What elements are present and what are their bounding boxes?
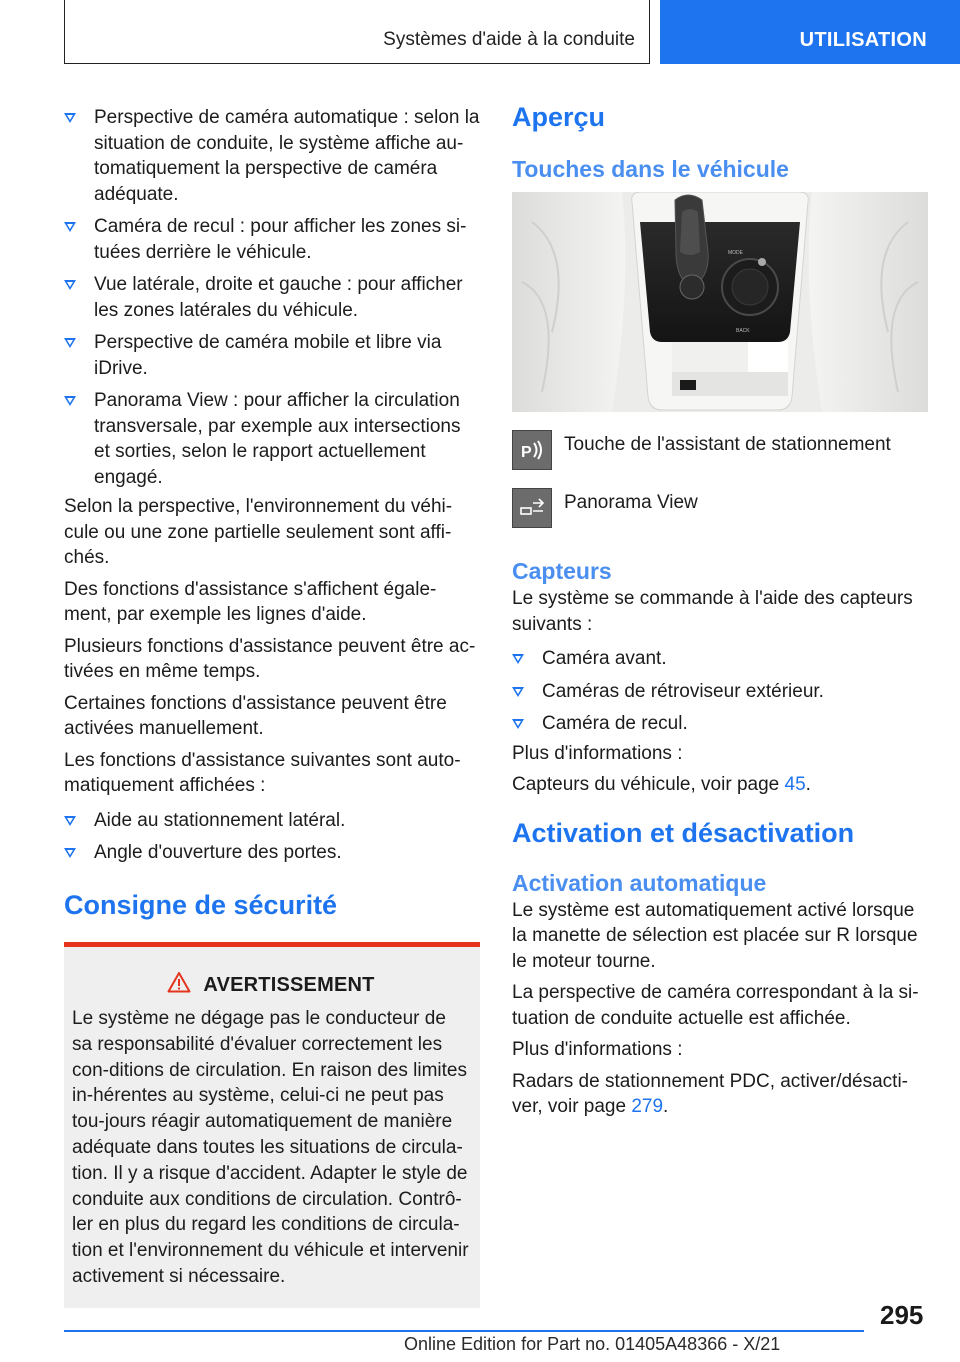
paragraph: Selon la perspective, l'environnement du véhi-cule ou une zone partielle seulement sont affi-chés. bbox=[64, 496, 453, 568]
list-item: Aide au stationnement latéral. bbox=[64, 808, 480, 834]
page-number: 295 bbox=[880, 1300, 924, 1330]
button-legend-row bbox=[512, 490, 928, 528]
running-header-section bbox=[64, 0, 650, 64]
warning-box bbox=[64, 942, 480, 1308]
page-link[interactable]: 45 bbox=[784, 774, 806, 795]
bullet-triangle-icon bbox=[512, 654, 524, 664]
mode-label: MODE bbox=[728, 250, 743, 256]
edition-note: Online Edition for Part no. 01405A48366 - X/21 bbox=[404, 1334, 781, 1354]
warning-text: Le système ne dégage pas le conducteur de sa responsabilité d'évaluer correctement les con-ditions de circulation. En raison des limites in-hérentes au système, celui-ci ne peut pas tou-jours réagir automatiquement de manière adéquate dans toutes les situations de circula-tion. Il y a risque d'accident. Adapter le style de conduite aux conditions de circulation. Contrô-ler en plus du regard les conditions de circula-tion et l'environnement du véhicule et intervenir activement si nécessaire. bbox=[72, 1008, 469, 1287]
back-label: BACK bbox=[736, 328, 750, 334]
right-column bbox=[512, 100, 928, 1126]
list-item: Perspective de caméra automatique : selon la situation de conduite, le système affiche au-tomatiquement la perspective de caméra adéquate. bbox=[64, 105, 480, 207]
paragraph: Plus d'informations : bbox=[512, 742, 683, 764]
left-column bbox=[64, 105, 480, 1308]
parking-assistant-button-label: Touche de l'assistant de stationnement bbox=[564, 434, 891, 455]
auto-activation-heading: Activation automatique bbox=[512, 869, 767, 896]
footer-divider bbox=[64, 1330, 864, 1332]
list-item: Caméra avant. bbox=[512, 646, 928, 672]
overview-heading: Aperçu bbox=[512, 102, 606, 132]
bullet-triangle-icon bbox=[512, 687, 524, 697]
paragraph: Plusieurs fonctions d'assistance peuvent être ac-tivées en même temps. bbox=[64, 635, 476, 682]
paragraph: Le système est automatiquement activé lorsque la manette de sélection est placée sur R lorsque le moteur tourne. bbox=[512, 899, 918, 972]
list-item: Panorama View : pour afficher la circulation transversale, par exemple aux intersections et sorties, selon le rapport actuellement engagé. bbox=[64, 388, 480, 490]
cross-reference: Radars de stationnement PDC, activer/désacti-ver, voir page 279. bbox=[512, 1070, 909, 1117]
panorama-view-button-icon bbox=[512, 488, 552, 528]
paragraph: La perspective de caméra correspondant à la si-tuation de conduite actuelle est affichée. bbox=[512, 982, 919, 1029]
paragraph: Les fonctions d'assistance suivantes sont auto-matiquement affichées : bbox=[64, 749, 461, 796]
paragraph: Des fonctions d'assistance s'affichent égale-ment, par exemple les lignes d'aide. bbox=[64, 578, 437, 625]
warning-header bbox=[72, 971, 470, 1001]
safety-heading: Consigne de sécurité bbox=[64, 889, 338, 920]
bullet-triangle-icon bbox=[64, 222, 76, 232]
paragraph: Certaines fonctions d'assistance peuvent être activées manuellement. bbox=[64, 692, 447, 739]
parking-assistant-button-icon bbox=[512, 430, 552, 470]
page-link[interactable]: 279 bbox=[631, 1096, 664, 1117]
sensors-heading: Capteurs bbox=[512, 558, 612, 584]
warning-label: AVERTISSEMENT bbox=[203, 973, 375, 996]
bullet-triangle-icon bbox=[512, 719, 524, 729]
button-legend-row bbox=[512, 432, 928, 470]
list-item: Caméra de recul. bbox=[512, 711, 928, 737]
activation-heading: Activation et désactivation bbox=[512, 817, 855, 848]
center-console-photo bbox=[512, 192, 928, 412]
paragraph: Plus d'informations : bbox=[512, 1039, 683, 1060]
bullet-triangle-icon bbox=[64, 816, 76, 826]
bullet-triangle-icon bbox=[64, 848, 76, 858]
bullet-triangle-icon bbox=[64, 396, 76, 406]
warning-triangle-icon bbox=[167, 971, 191, 1001]
buttons-heading: Touches dans le véhicule bbox=[512, 156, 789, 182]
list-item: Caméra de recul : pour afficher les zones si-tuées derrière le véhicule. bbox=[64, 214, 480, 265]
list-item: Angle d'ouverture des portes. bbox=[64, 840, 480, 866]
list-item: Perspective de caméra mobile et libre via iDrive. bbox=[64, 330, 480, 381]
bullet-triangle-icon bbox=[64, 338, 76, 348]
svg-text:P: P bbox=[521, 444, 532, 461]
list-item: Vue latérale, droite et gauche : pour afficher les zones latérales du véhicule. bbox=[64, 272, 480, 323]
bullet-triangle-icon bbox=[64, 113, 76, 123]
chapter-title: UTILISATION bbox=[799, 29, 927, 51]
paragraph: Le système se commande à l'aide des capteurs suivants : bbox=[512, 588, 913, 635]
list-item: Caméras de rétroviseur extérieur. bbox=[512, 679, 928, 705]
panorama-view-button-label: Panorama View bbox=[564, 492, 698, 513]
chapter-tab bbox=[660, 0, 960, 64]
bullet-triangle-icon bbox=[64, 280, 76, 290]
section-title: Systèmes d'aide à la conduite bbox=[383, 29, 635, 50]
cross-reference: Capteurs du véhicule, voir page 45. bbox=[512, 774, 811, 795]
